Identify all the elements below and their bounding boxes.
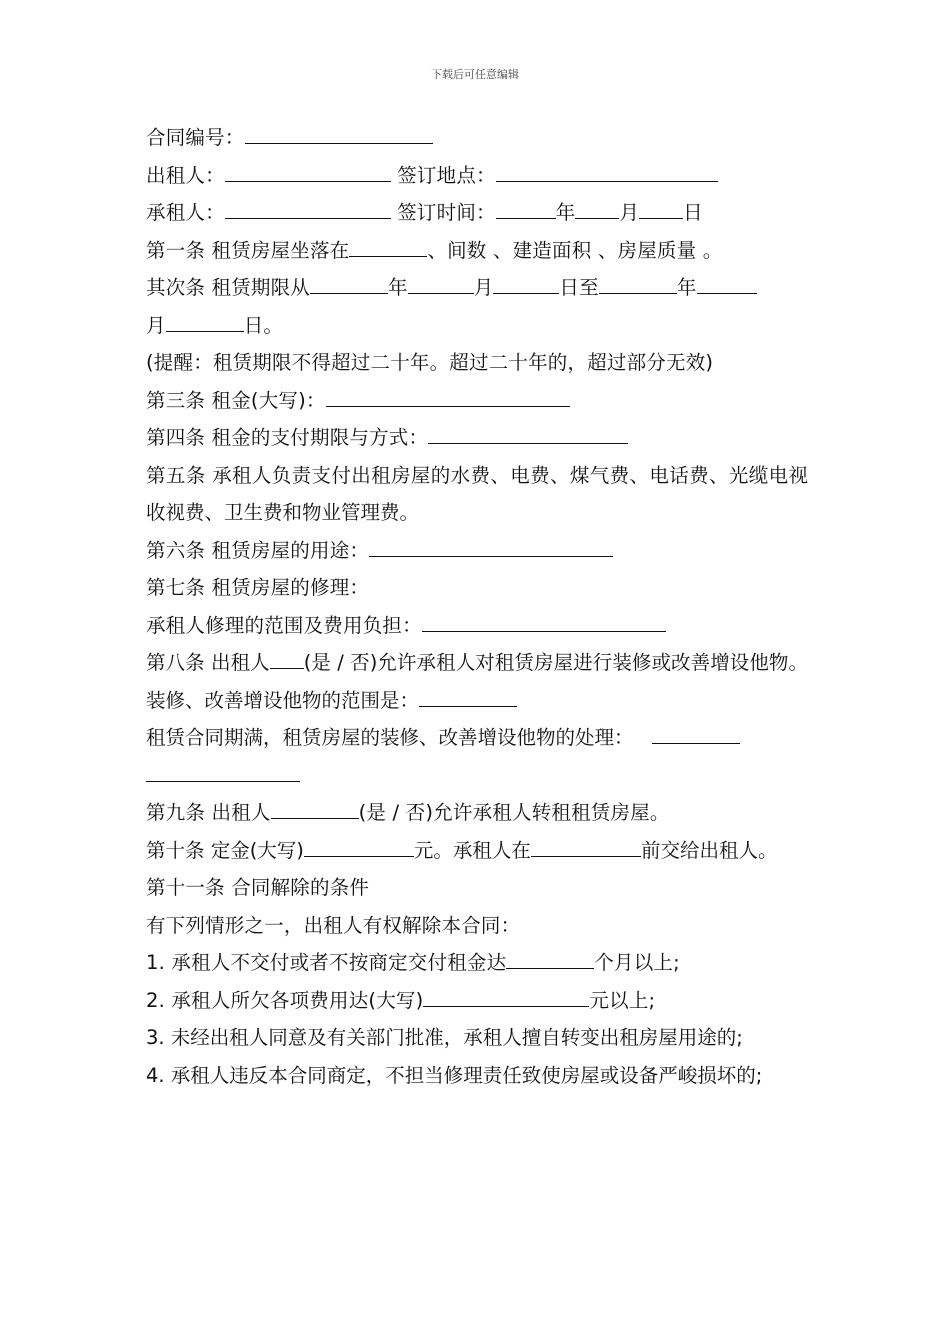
article-2-text-a: 其次条 租赁期限从 <box>146 276 310 299</box>
lessee-label: 承租人： <box>146 201 225 224</box>
deposit-date-blank[interactable] <box>531 834 641 857</box>
end-year-label: 年 <box>676 276 697 299</box>
reminder: (提醒：租赁期限不得超过二十年。超过二十年的，超过部分无效) <box>146 351 714 374</box>
start-year-blank[interactable] <box>310 271 388 294</box>
article-1-text-a: 第一条 租赁房屋坐落在 <box>146 238 350 262</box>
condition-2 <box>146 982 808 1020</box>
contract-no-blank[interactable] <box>245 121 433 144</box>
end-month-blank[interactable] <box>697 271 757 294</box>
day-to-label: 日至 <box>559 276 599 299</box>
expiry-text: 租赁合同期满，租赁房屋的装修、改善增设他物的处理： <box>146 726 634 749</box>
article-1 <box>146 232 808 270</box>
condition-1 <box>146 944 808 982</box>
article-9-text-b: (是 / 否)允许承租人转租租赁房屋。 <box>358 801 670 824</box>
article-10 <box>146 832 808 870</box>
sublet-allow-blank[interactable] <box>271 796 359 819</box>
article-9-text-a: 第九条 出租人 <box>146 801 271 824</box>
renovation-scope-blank[interactable] <box>419 684 517 707</box>
rent-amount-blank[interactable] <box>326 384 570 407</box>
condition-2-text-a: 2. 承租人所欠各项费用达(大写) <box>146 988 424 1012</box>
payment-terms-blank[interactable] <box>428 421 628 444</box>
contract-no-label: 合同编号： <box>146 126 245 149</box>
repair-scope-blank[interactable] <box>422 609 666 632</box>
repair-scope <box>146 607 808 645</box>
article-2-cont <box>146 307 808 345</box>
contract-no-line <box>146 119 808 157</box>
article-3-text: 第三条 租金(大写)： <box>146 388 326 412</box>
usage-blank[interactable] <box>369 534 613 557</box>
article-10-text-b: 元。承租人在 <box>413 838 531 862</box>
article-7: 第七条 租赁房屋的修理： <box>146 576 370 599</box>
article-10-text-c: 前交给出租人。 <box>640 838 778 862</box>
end-day-label: 日。 <box>243 313 284 337</box>
expiry-clause <box>146 719 808 794</box>
sign-time-label: 签订时间： <box>397 201 496 224</box>
fees-amount-blank[interactable] <box>423 984 589 1007</box>
months-overdue-blank[interactable] <box>506 946 594 969</box>
condition-3: 3. 未经出租人同意及有关部门批准，承租人擅自转变出租房屋用途的; <box>146 1026 743 1049</box>
article-6 <box>146 532 808 570</box>
condition-4: 4. 承租人违反本合同商定，不担当修理责任致使房屋或设备严峻损坏的; <box>146 1063 763 1087</box>
end-day-blank[interactable] <box>166 309 244 332</box>
article-11-intro: 有下列情形之一，出租人有权解除本合同： <box>146 913 521 937</box>
end-month-label: 月 <box>146 313 166 337</box>
condition-1-text-a: 1. 承租人不交付或者不按商定交付租金达 <box>146 951 507 974</box>
renovation-allow-blank[interactable] <box>270 646 304 669</box>
lessee-line <box>146 194 808 232</box>
article-9 <box>146 794 808 832</box>
article-8 <box>146 644 808 719</box>
article-2 <box>146 269 808 307</box>
month-label: 月 <box>619 201 640 224</box>
download-note: 下载后可任意编辑 <box>431 68 519 81</box>
repair-scope-text: 承租人修理的范围及费用负担： <box>146 613 422 637</box>
deposit-amount-blank[interactable] <box>304 834 414 857</box>
lessor-line <box>146 157 808 195</box>
sign-day-blank[interactable] <box>639 196 683 219</box>
article-10-text-a: 第十条 定金(大写) <box>146 838 304 862</box>
expiry-blank-2[interactable] <box>146 759 300 782</box>
article-11: 第十一条 合同解除的条件 <box>146 876 370 899</box>
start-day-blank[interactable] <box>493 271 559 294</box>
start-month-blank[interactable] <box>408 271 474 294</box>
article-8-text-a: 第八条 出租人 <box>146 651 270 674</box>
sign-year-blank[interactable] <box>496 196 556 219</box>
day-label: 日 <box>683 201 703 224</box>
sign-place-blank[interactable] <box>496 159 718 182</box>
article-5: 第五条 承租人负责支付出租房屋的水费、电费、煤气费、电话费、光缆电视收视费、卫生费和物业管理费。 <box>146 463 808 524</box>
article-6-text: 第六条 租赁房屋的用途： <box>146 538 370 562</box>
start-month-label: 月 <box>473 276 494 299</box>
article-1-text-b: 、间数 、建造面积 、房屋质量 。 <box>427 238 723 262</box>
article-4-text: 第四条 租金的支付期限与方式： <box>146 426 429 449</box>
article-3 <box>146 382 808 420</box>
contract-body <box>146 119 808 1094</box>
start-year-label: 年 <box>388 276 408 299</box>
lessor-blank[interactable] <box>225 159 391 182</box>
location-blank[interactable] <box>349 234 427 257</box>
expiry-blank-1[interactable] <box>652 721 740 744</box>
article-4 <box>146 419 808 457</box>
condition-2-text-b: 元以上; <box>589 988 656 1012</box>
condition-1-text-b: 个月以上; <box>594 951 680 974</box>
end-year-blank[interactable] <box>599 271 677 294</box>
sign-place-label: 签订地点： <box>397 163 496 187</box>
article-8-text-b: (是 / 否)允许承租人对租赁房屋进行装修或改善增设他物。装修、改善增设他物的范围是： <box>146 651 809 712</box>
year-label: 年 <box>555 201 576 224</box>
lessor-label: 出租人： <box>146 163 225 187</box>
sign-month-blank[interactable] <box>575 196 619 219</box>
lessee-blank[interactable] <box>225 196 391 219</box>
